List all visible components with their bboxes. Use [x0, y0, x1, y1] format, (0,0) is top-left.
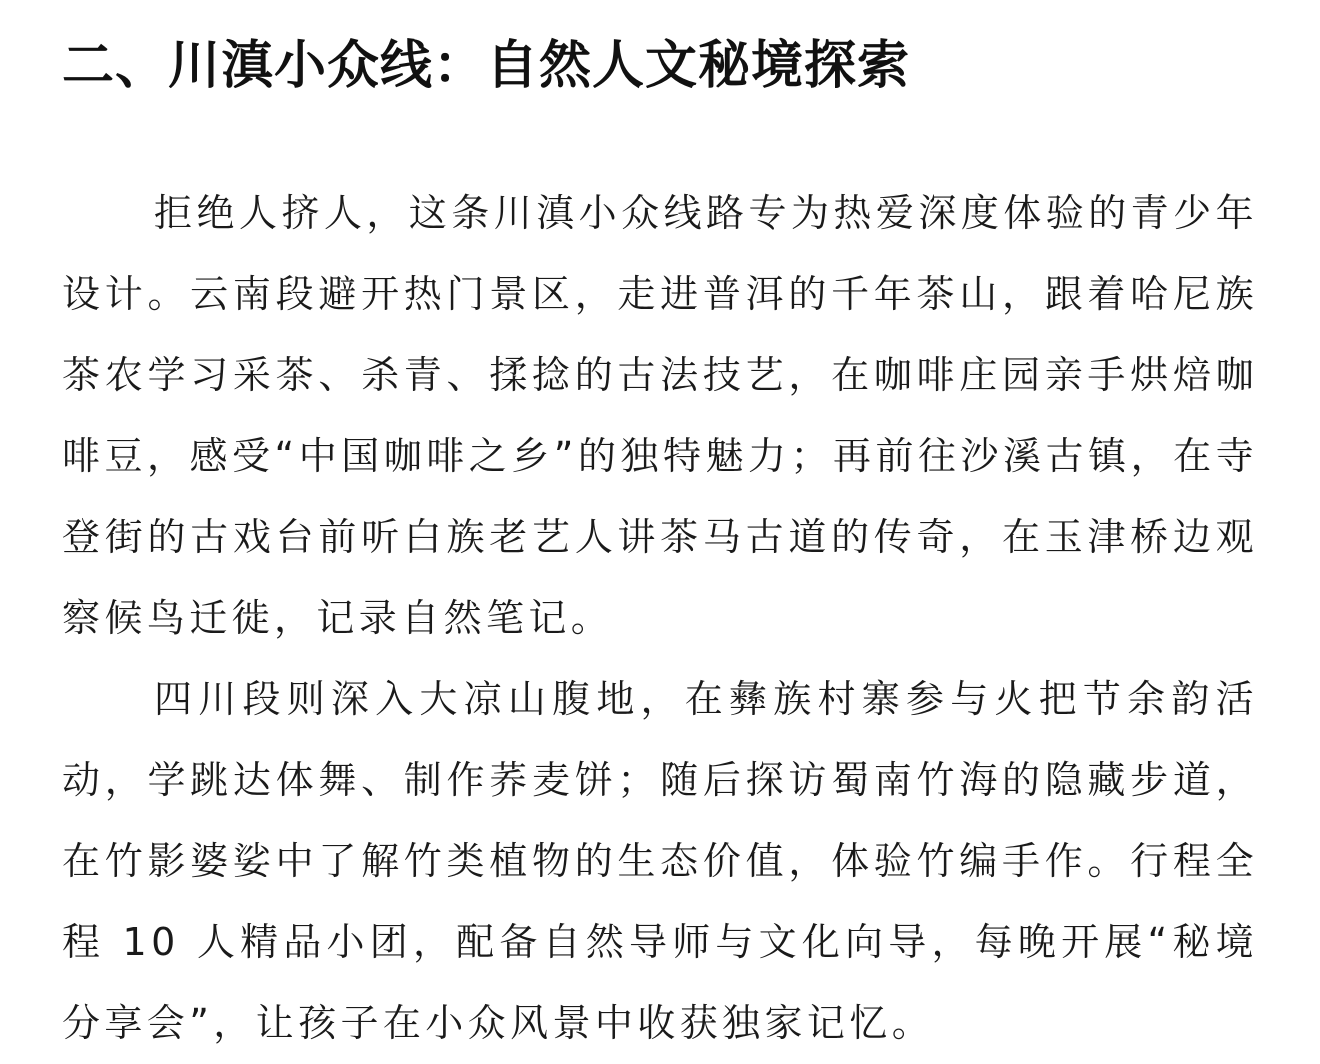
- paragraph-yunnan: 拒绝人挤人，这条川滇小众线路专为热爱深度体验的青少年设计。云南段避开热门景区，走进普洱的千年茶山，跟着哈尼族茶农学习采茶、杀青、揉捻的古法技艺，在咖啡庄园亲手烘焙咖啡豆，感受“中国咖啡之乡”的独特魅力；再前往沙溪古镇，在寺登街的古戏台前听白族老艺人讲茶马古道的传奇，在玉津桥边观察候鸟迁徙，记录自然笔记。: [62, 191, 1258, 640]
- section-heading: 二、川滇小众线：自然人文秘境探索: [62, 36, 911, 96]
- paragraph-sichuan: 四川段则深入大凉山腹地，在彝族村寨参与火把节余韵活动，学跳达体舞、制作荞麦饼；随后探访蜀南竹海的隐藏步道，在竹影婆娑中了解竹类植物的生态价值，体验竹编手作。行程全程 10 人精品小团，配备自然导师与文化向导，每晚开展“秘境分享会”，让孩子在小众风景中收获独家记忆。: [62, 677, 1258, 1045]
